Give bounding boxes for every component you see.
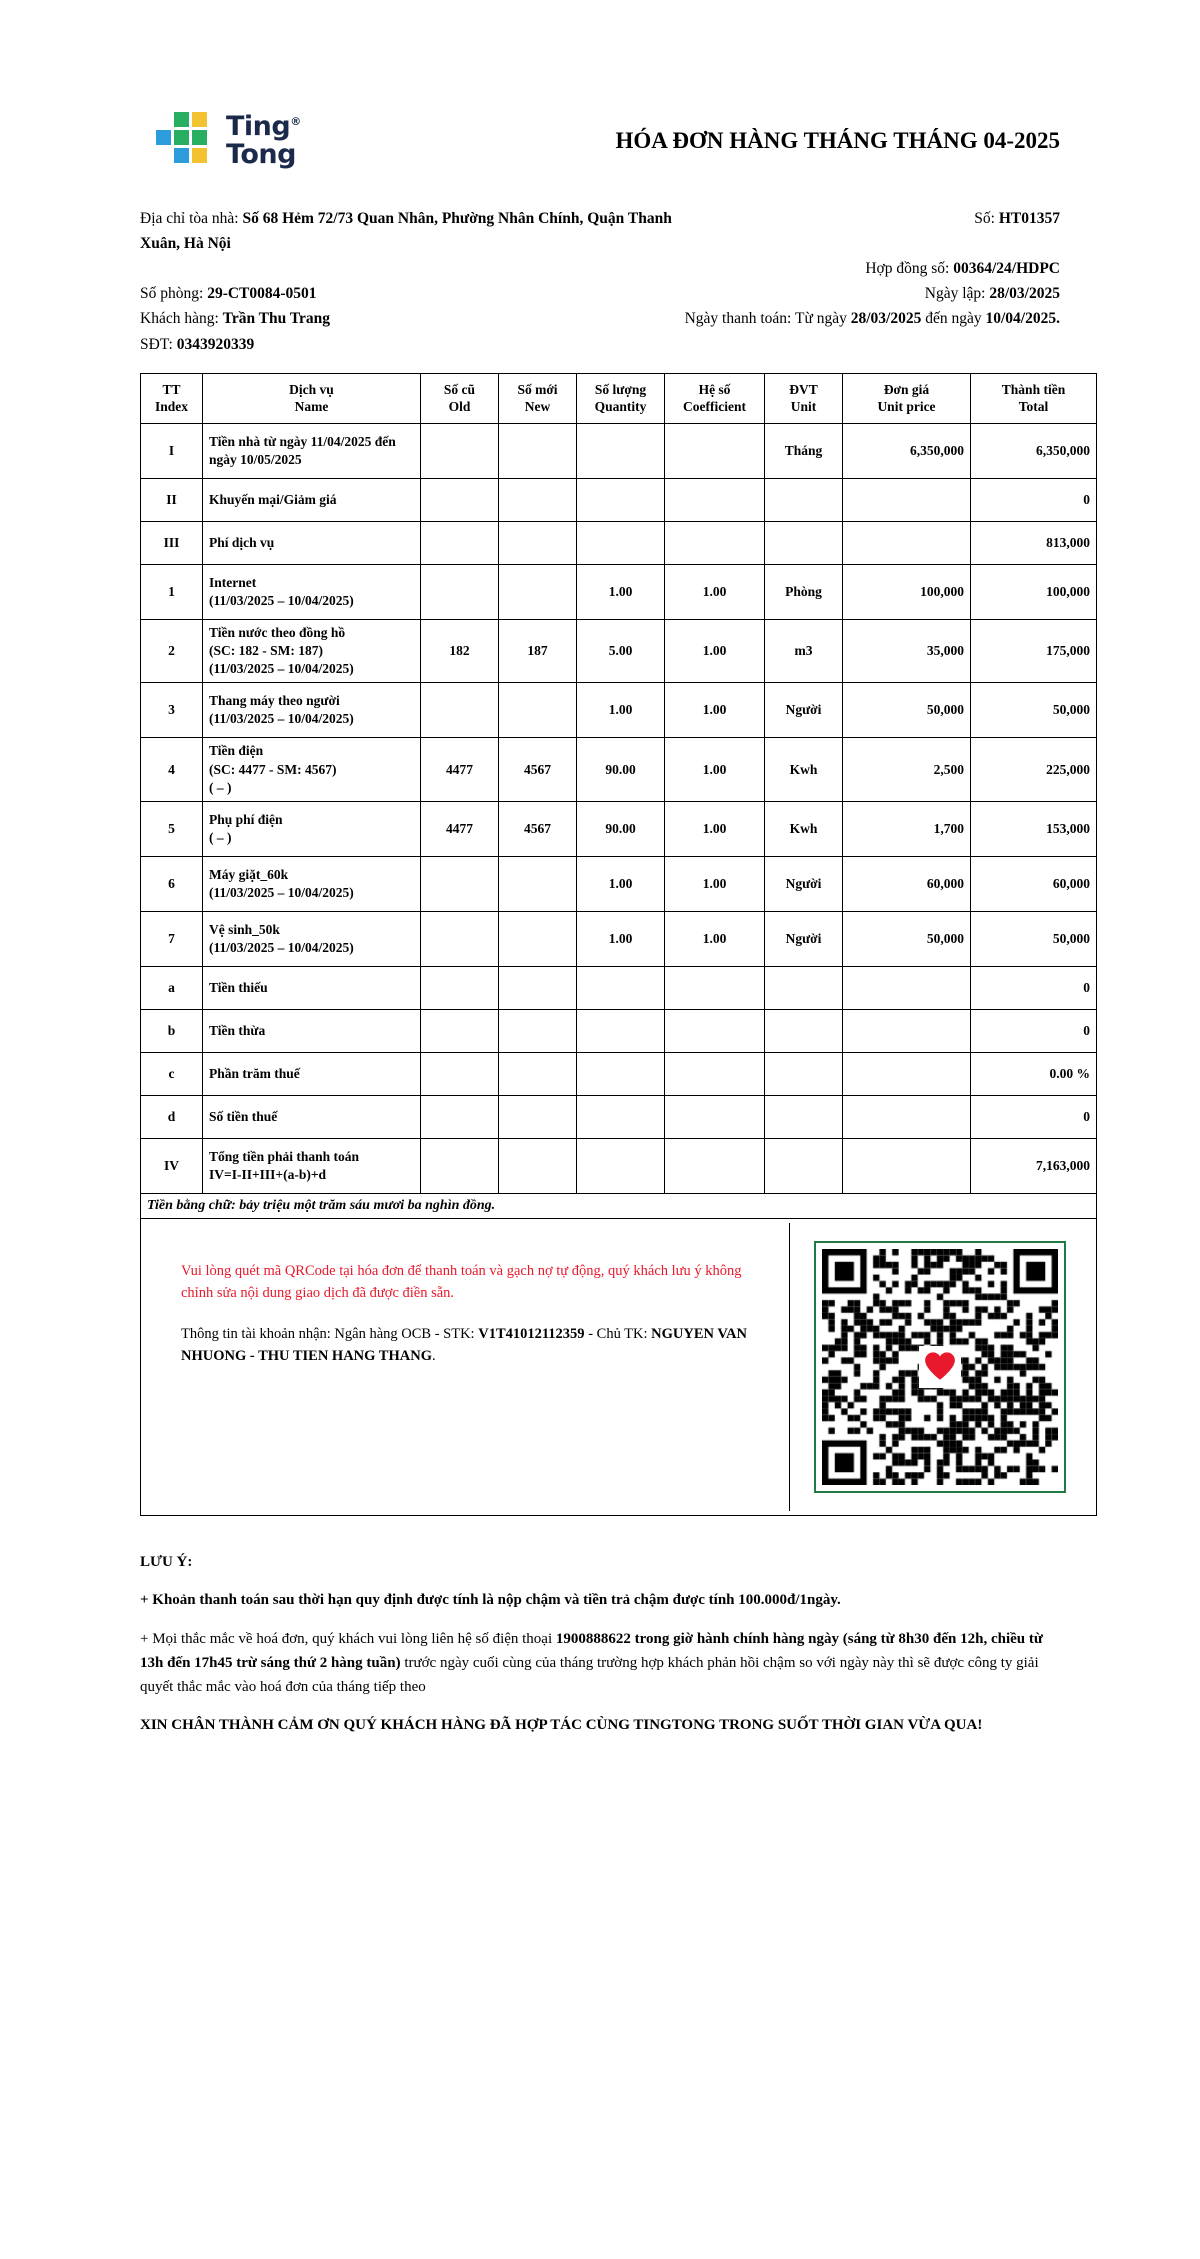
row-coefficient [665,423,765,478]
table-row [141,967,1097,1010]
row-unit [765,1139,843,1194]
row-old [421,967,499,1010]
payment-from: 28/03/2025 [850,310,922,328]
row-quantity: 1.00 [577,683,665,738]
meta-customer [140,306,330,331]
invoice-no-value: HT01357 [998,210,1060,227]
invoice-header [140,110,1060,172]
row-unit-price: 2,500 [843,738,971,802]
row-unit [765,1053,843,1096]
row-unit-price: 1,700 [843,802,971,857]
row-old [421,683,499,738]
table-row [141,912,1097,967]
row-index: 5 [141,802,203,857]
row-quantity: 90.00 [577,738,665,802]
row-total: 50,000 [971,683,1097,738]
row-name: Tiền nhà từ ngày 11/04/2025 đến ngày 10/05/2025 [203,423,421,478]
row-unit-price: 100,000 [843,564,971,619]
row-new [499,478,577,521]
column-header-8: Thành tiền Total [971,373,1097,423]
row-unit: Người [765,912,843,967]
row-name: Khuyến mại/Giảm giá [203,478,421,521]
brand-logo [140,110,301,172]
row-old [421,1096,499,1139]
table-foot [141,1194,1097,1516]
row-quantity: 5.00 [577,619,665,683]
table-row [141,564,1097,619]
table-body [141,423,1097,1193]
customer-value: Trần Thu Trang [222,310,331,328]
table-row [141,1053,1097,1096]
row-unit-price [843,1053,971,1096]
row-old [421,1053,499,1096]
row-quantity: 90.00 [577,802,665,857]
meta-room [140,281,317,306]
row-name: Internet (11/03/2025 – 10/04/2025) [203,564,421,619]
row-old [421,857,499,912]
row-quantity [577,967,665,1010]
row-name: Số tiền thuế [203,1096,421,1139]
row-old [421,1010,499,1053]
row-old: 4477 [421,802,499,857]
row-unit: Người [765,857,843,912]
meta-phone [140,332,254,357]
column-header-1: Dịch vụ Name [203,373,421,423]
row-index: II [141,478,203,521]
meta-address [140,206,674,256]
bank-account-note [181,1323,771,1368]
row-new [499,1053,577,1096]
brand-line2: Tong [226,139,296,170]
brand-wordmark [226,110,301,170]
row-new [499,1096,577,1139]
row-old: 182 [421,619,499,683]
row-new [499,521,577,564]
row-coefficient: 1.00 [665,857,765,912]
row-unit-price [843,1139,971,1194]
table-row [141,521,1097,564]
footer-note-2 [140,1627,1060,1700]
invoice-meta [140,206,1060,357]
row-new [499,857,577,912]
row-total: 6,350,000 [971,423,1097,478]
row-unit-price [843,1010,971,1053]
row-name: Phần trăm thuế [203,1053,421,1096]
row-unit-price: 50,000 [843,683,971,738]
column-header-7: Đơn giá Unit price [843,373,971,423]
row-index: 4 [141,738,203,802]
row-index: 7 [141,912,203,967]
row-coefficient [665,967,765,1010]
row-total: 0 [971,478,1097,521]
footer-heading: LƯU Ý: [140,1554,193,1571]
footer-notes [140,1550,1060,1736]
column-header-2: Số cũ Old [421,373,499,423]
row-unit-price [843,967,971,1010]
row-name: Tổng tiền phải thanh toán IV=I-II+III+(a-b)+d [203,1139,421,1194]
row-index: 1 [141,564,203,619]
invoice-table [140,373,1097,1516]
row-index: 3 [141,683,203,738]
row-index: c [141,1053,203,1096]
brand-line1: Ting [226,110,291,142]
row-total: 153,000 [971,802,1097,857]
row-coefficient [665,478,765,521]
amount-in-words-row [141,1194,1097,1219]
row-name: Tiền nước theo đồng hồ (SC: 182 - SM: 187) (11/03/2025 – 10/04/2025) [203,619,421,683]
row-coefficient [665,1139,765,1194]
row-coefficient [665,1053,765,1096]
row-coefficient [665,1010,765,1053]
address-value: Số 68 Hẻm 72/73 Quan Nhân, Phường Nhân Chính, Quận Thanh Xuân, Hà Nội [140,210,672,253]
payment-mid: đến ngày [925,310,982,328]
row-new: 4567 [499,802,577,857]
row-unit: m3 [765,619,843,683]
row-total: 100,000 [971,564,1097,619]
row-unit [765,521,843,564]
footer-note-2-part1: + Mọi thắc mắc về hoá đơn, quý khách vui lòng liên hệ số điện thoại [140,1630,553,1647]
row-coefficient: 1.00 [665,802,765,857]
row-total: 50,000 [971,912,1097,967]
row-old [421,912,499,967]
row-unit-price: 60,000 [843,857,971,912]
row-total: 7,163,000 [971,1139,1097,1194]
row-coefficient [665,521,765,564]
row-total: 0 [971,1010,1097,1053]
payment-qr-code[interactable] [814,1241,1066,1493]
table-row [141,619,1097,683]
qr-note-row [141,1219,1097,1516]
bank-note-prefix: Thông tin tài khoản nhận: Ngân hàng OCB - STK: [181,1325,475,1342]
row-quantity [577,1096,665,1139]
table-row [141,683,1097,738]
row-total: 225,000 [971,738,1097,802]
row-total: 813,000 [971,521,1097,564]
row-total: 0 [971,967,1097,1010]
row-quantity [577,1139,665,1194]
row-new [499,912,577,967]
row-index: III [141,521,203,564]
row-unit: Tháng [765,423,843,478]
footer-note-2-part2: trước ngày cuối cùng của tháng trường hợp khách phản hồi chậm so với ngày này thì sẽ được công ty giải quyết thắc mắc vào hoá đơn của tháng tiếp theo [140,1654,1039,1696]
meta-created [925,281,1060,306]
column-header-3: Số mới New [499,373,577,423]
row-coefficient: 1.00 [665,683,765,738]
row-index: d [141,1096,203,1139]
phone-label: SĐT: [140,335,173,353]
bank-note-mid: - Chủ TK: [588,1325,648,1342]
row-quantity [577,1010,665,1053]
row-total: 175,000 [971,619,1097,683]
footer-note-2-hotline: 1900888622 trong giờ hành chính hàng ngày (sáng từ 8h30 đến 12h, chiều từ 13h đến 17h45 trừ sáng thứ 2 hàng tuần) [140,1630,1043,1671]
row-quantity [577,521,665,564]
payment-prefix: Từ ngày [794,310,847,328]
customer-label: Khách hàng: [140,310,219,328]
row-coefficient: 1.00 [665,738,765,802]
contract-label: Hợp đồng số: [865,260,950,278]
payment-note-block [147,1223,790,1511]
table-row [141,1096,1097,1139]
row-quantity: 1.00 [577,564,665,619]
row-unit [765,1096,843,1139]
table-row [141,738,1097,802]
row-new [499,423,577,478]
contract-value: 00364/24/HDPC [953,260,1060,278]
invoice-no-label: Số: [974,210,995,227]
column-header-5: Hệ số Coefficient [665,373,765,423]
row-new [499,1139,577,1194]
created-value: 28/03/2025 [989,285,1060,303]
amount-in-words: Tiền bằng chữ: bảy triệu một trăm sáu mươi ba nghìn đồng. [141,1194,1097,1219]
row-unit: Kwh [765,802,843,857]
row-coefficient: 1.00 [665,912,765,967]
row-old [421,521,499,564]
row-old [421,1139,499,1194]
row-unit: Phòng [765,564,843,619]
column-header-4: Số lượng Quantity [577,373,665,423]
phone-value: 0343920339 [176,335,255,353]
row-name: Tiền thừa [203,1010,421,1053]
row-new [499,967,577,1010]
row-unit-price [843,1096,971,1139]
table-row [141,478,1097,521]
row-index: I [141,423,203,478]
tingtong-logo-icon [154,110,216,172]
meta-contract [865,256,1060,281]
row-quantity: 1.00 [577,912,665,967]
table-row [141,1139,1097,1194]
room-value: 29-CT0084-0501 [207,285,317,303]
row-unit-price: 6,350,000 [843,423,971,478]
column-header-6: ĐVT Unit [765,373,843,423]
row-name: Phí dịch vụ [203,521,421,564]
row-index: b [141,1010,203,1053]
row-unit [765,1010,843,1053]
table-header-row [141,373,1097,423]
row-new: 4567 [499,738,577,802]
qr-warning-note: Vui lòng quét mã QRCode tại hóa đơn để thanh toán và gạch nợ tự động, quý khách lưu ý không chỉnh sửa nội dung giao dịch đã được điền sẵn. [181,1263,742,1301]
table-row [141,857,1097,912]
heart-icon [919,1346,961,1388]
row-unit-price [843,478,971,521]
row-name: Máy giặt_60k (11/03/2025 – 10/04/2025) [203,857,421,912]
column-header-0: TT Index [141,373,203,423]
row-unit: Kwh [765,738,843,802]
row-index: IV [141,1139,203,1194]
row-new [499,683,577,738]
row-name: Vệ sinh_50k (11/03/2025 – 10/04/2025) [203,912,421,967]
row-quantity [577,1053,665,1096]
row-quantity [577,423,665,478]
meta-invoice-no [974,206,1060,231]
row-unit [765,478,843,521]
row-unit: Người [765,683,843,738]
table-row [141,423,1097,478]
row-quantity [577,478,665,521]
row-coefficient: 1.00 [665,619,765,683]
row-total: 0.00 % [971,1053,1097,1096]
row-old: 4477 [421,738,499,802]
row-index: a [141,967,203,1010]
bank-note-suffix: . [431,1348,436,1365]
table-head [141,373,1097,423]
row-index: 6 [141,857,203,912]
row-index: 2 [141,619,203,683]
row-coefficient: 1.00 [665,564,765,619]
brand-registered-icon: ® [290,114,301,128]
page-title: HÓA ĐƠN HÀNG THÁNG THÁNG 04-2025 [615,128,1060,154]
row-old [421,423,499,478]
table-row [141,1010,1097,1053]
row-old [421,478,499,521]
room-label: Số phòng: [140,285,204,303]
table-row [141,802,1097,857]
row-quantity: 1.00 [577,857,665,912]
payment-label: Ngày thanh toán: [684,310,792,328]
payment-to: 10/04/2025. [985,310,1060,328]
row-name: Phụ phí điện ( – ) [203,802,421,857]
footer-thanks: XIN CHÂN THÀNH CẢM ƠN QUÝ KHÁCH HÀNG ĐÃ HỢP TÁC CÙNG TINGTONG TRONG SUỐT THỜI GIAN VỪA QUA! [140,1716,983,1733]
row-unit-price [843,521,971,564]
created-label: Ngày lập: [924,285,986,303]
row-name: Tiền điện (SC: 4477 - SM: 4567) ( – ) [203,738,421,802]
row-new: 187 [499,619,577,683]
row-total: 60,000 [971,857,1097,912]
bank-account-number: V1T41012112359 [478,1325,585,1342]
row-new [499,1010,577,1053]
row-name: Tiền thiếu [203,967,421,1010]
row-old [421,564,499,619]
row-unit [765,967,843,1010]
row-new [499,564,577,619]
footer-note-1: + Khoản thanh toán sau thời hạn quy định được tính là nộp chậm và tiền trả chậm được tính 100.000đ/1ngày. [140,1592,841,1609]
address-label: Địa chỉ tòa nhà: [140,210,239,227]
row-total: 0 [971,1096,1097,1139]
row-unit-price: 35,000 [843,619,971,683]
bank-account-holder: NGUYEN VAN NHUONG - THU TIEN HANG THANG [181,1325,747,1365]
row-name: Thang máy theo người (11/03/2025 – 10/04/2025) [203,683,421,738]
meta-payment-period [685,306,1060,331]
row-unit-price: 50,000 [843,912,971,967]
row-coefficient [665,1096,765,1139]
